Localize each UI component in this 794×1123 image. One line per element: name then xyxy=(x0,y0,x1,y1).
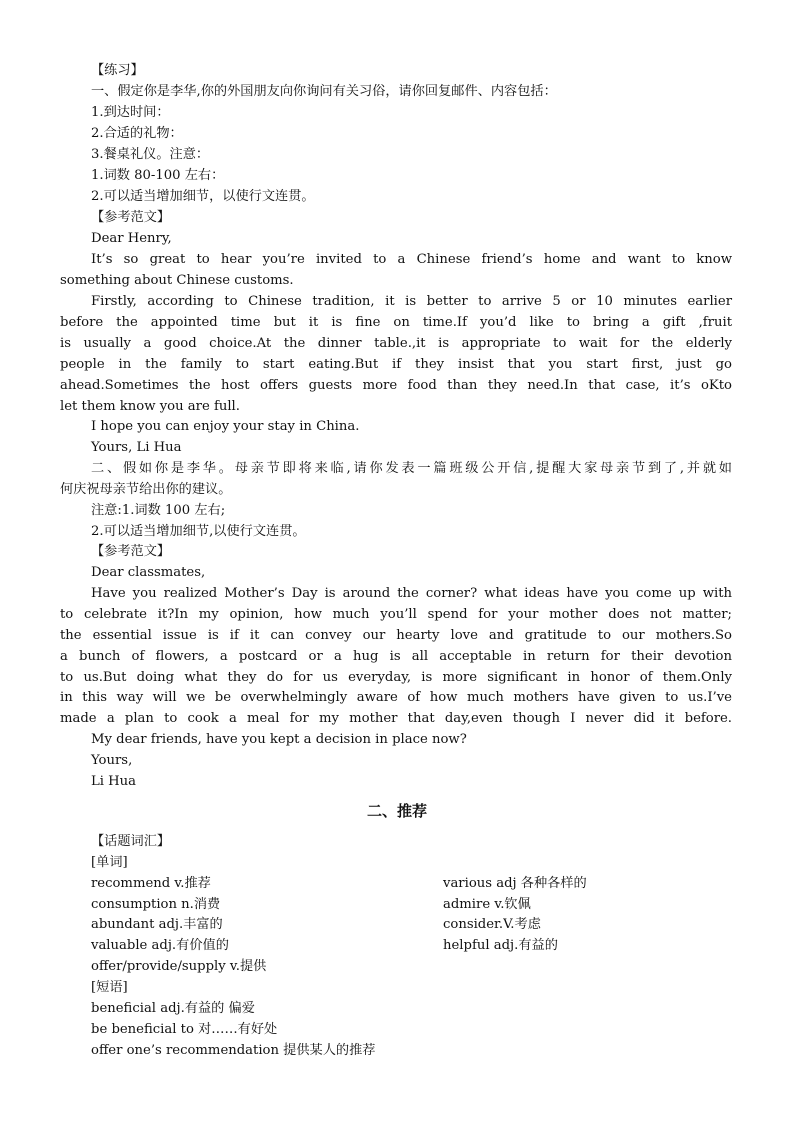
section-title: 二、推荐 xyxy=(366,802,427,820)
sample1-salutation: Dear Henry, xyxy=(91,231,172,246)
sample1-line: people in the family to start eating.But if they insist that you start first, just go xyxy=(60,357,732,372)
word-item: consider.V.考虑 xyxy=(443,917,541,932)
sample2-signature: Li Hua xyxy=(91,774,137,789)
sample2-line: in this way will we be overwhelmingly aware of how much mothers have given to us.I’ve xyxy=(60,690,732,705)
phrase-item: be beneficial to 对……有好处 xyxy=(91,1022,278,1037)
word-item: offer/provide/supply v.提供 xyxy=(91,959,267,974)
sample2-salutation: Dear classmates, xyxy=(91,565,206,580)
sample2-line: to us.But doing what they do for us everyday, is more significant in honor of them.Only xyxy=(60,670,732,685)
sample1-line: let them know you are full. xyxy=(60,399,240,414)
phrase-item: offer one’s recommendation 提供某人的推荐 xyxy=(91,1043,376,1058)
phrase-item: beneficial adj.有益的 偏爱 xyxy=(91,1001,255,1016)
sample2-line: a bunch of flowers, a postcard or a hug is all acceptable in return for their devotion xyxy=(60,649,732,664)
word-item: admire v.钦佩 xyxy=(443,897,531,912)
practice-header: 【练习】 xyxy=(91,63,144,78)
word-item: valuable adj.有价值的 xyxy=(91,938,229,953)
sample1-header: 【参考范文】 xyxy=(91,210,171,225)
task1-note: 1.词数 80-100 左右： xyxy=(91,168,225,183)
task1-point: 2.合适的礼物： xyxy=(91,126,183,141)
word-item: abundant adj.丰富的 xyxy=(91,917,223,932)
task1-note: 2.可以适当增加细节，以使行文连贯。 xyxy=(91,189,315,204)
sample1-signoff: Yours, Li Hua xyxy=(91,440,182,455)
sample1-line: before the appointed time but it is fine on time.If you’d like to bring a gift ,fruit xyxy=(60,315,732,330)
sample1-line: Firstly, according to Chinese tradition, it is better to arrive 5 or 10 minutes earlier xyxy=(91,294,732,309)
task2-note: 注意:1.词数 100 左右; xyxy=(91,503,226,518)
sample2-signoff: Yours, xyxy=(91,753,133,768)
word-item: various adj 各种各样的 xyxy=(443,876,587,891)
word-item: recommend v.推荐 xyxy=(91,876,211,891)
vocab-header: 【话题词汇】 xyxy=(91,834,171,849)
sample2-header: 【参考范文】 xyxy=(91,544,171,559)
word-item: consumption n.消费 xyxy=(91,897,221,912)
sample2-line: made a plan to cook a meal for my mother that day,even though I never did it before. xyxy=(60,711,732,726)
word-item: helpful adj.有益的 xyxy=(443,938,558,953)
task1-point: 1.到达时间： xyxy=(91,105,170,120)
task2-note: 2.可以适当增加细节,以使行文连贯。 xyxy=(91,524,306,539)
sample1-line: ahead.Sometimes the host offers guests more food than they need.In that case, it’s oKto xyxy=(60,378,732,393)
task1-point: 3.餐桌礼仪。注意： xyxy=(91,147,210,162)
task2-prompt: 二、假如你是李华。母亲节即将来临,请你发表一篇班级公开信,提醒大家母亲节到了,并就如 xyxy=(91,461,732,476)
sample1-line: is usually a good choice.At the dinner table.,it is appropriate to wait for the elderly xyxy=(60,336,732,351)
task1-prompt: 一、假定你是李华,你的外国朋友向你询问有关习俗，请你回复邮件、内容包括： xyxy=(91,84,557,99)
sample2-line: to celebrate it?In my opinion, how much you’ll spend for your mother does not matter; xyxy=(60,607,732,622)
words-header: [单词] xyxy=(91,855,128,870)
sample1-line: It’s so great to hear you’re invited to a Chinese friend’s home and want to know xyxy=(91,252,732,267)
task2-prompt: 何庆祝母亲节给出你的建议。 xyxy=(60,482,232,497)
sample2-line: My dear friends, have you kept a decision in place now? xyxy=(91,732,467,747)
sample1-line: something about Chinese customs. xyxy=(60,273,294,288)
sample2-line: Have you realized Mother’s Day is around the corner? what ideas have you come up with xyxy=(91,586,732,601)
phrases-header: [短语] xyxy=(91,980,128,995)
sample2-line: the essential issue is if it can convey our hearty love and gratitude to our mothers.So xyxy=(60,628,732,643)
sample1-line: I hope you can enjoy your stay in China. xyxy=(91,419,360,434)
